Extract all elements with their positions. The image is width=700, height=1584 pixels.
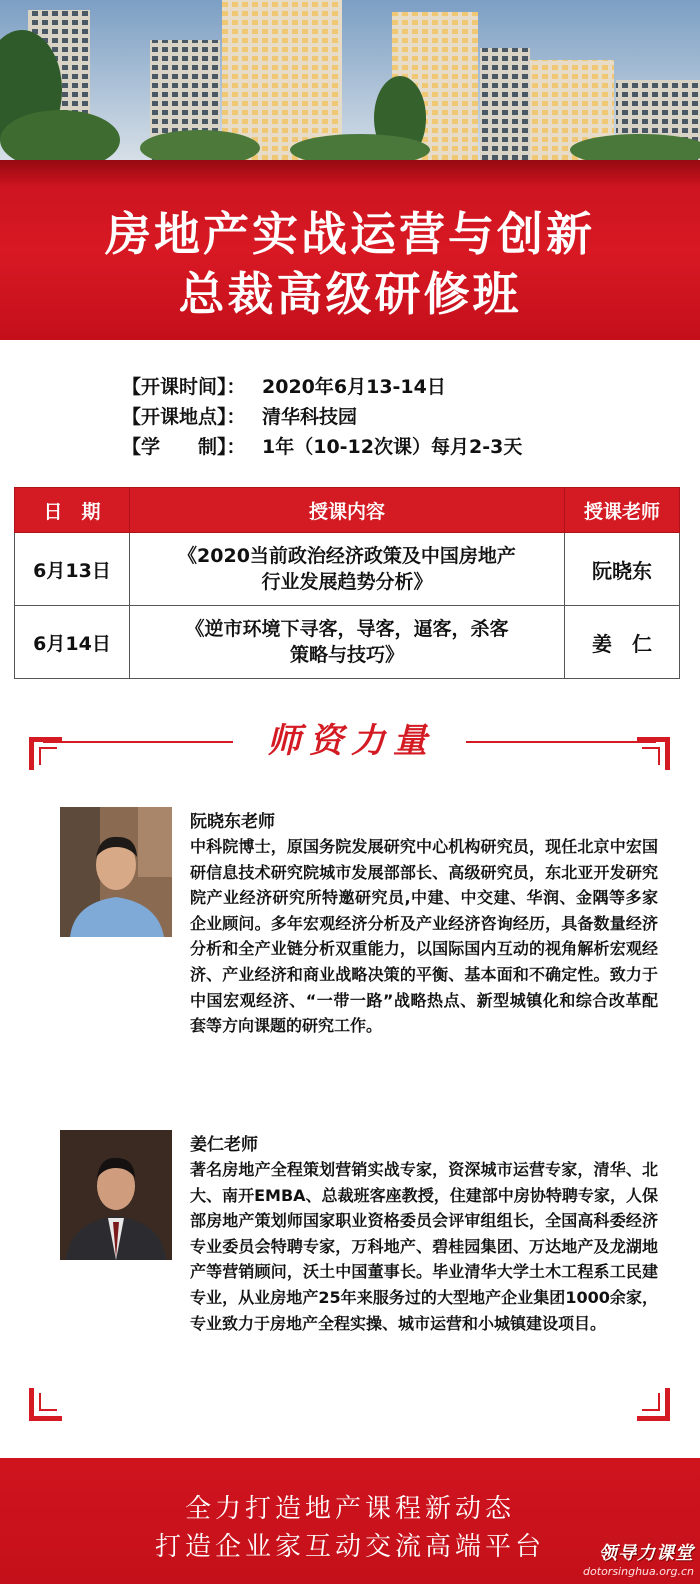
table-row bbox=[15, 533, 680, 606]
teacher-name: 阮晓东老师 bbox=[190, 812, 275, 832]
footer-banner bbox=[0, 1458, 700, 1584]
row-teacher: 姜 仁 bbox=[565, 606, 680, 679]
row-content-line2: 策略与技巧》 bbox=[289, 644, 404, 666]
row-date: 6月14日 bbox=[15, 606, 130, 679]
watermark bbox=[583, 1539, 694, 1578]
page-title-line2: 总裁高级研修班 bbox=[178, 267, 522, 321]
info-row-time bbox=[122, 372, 522, 402]
row-content-line1: 《2020当前政治经济政策及中国房地产 bbox=[178, 545, 516, 567]
portrait-icon bbox=[60, 1130, 172, 1260]
schedule-table bbox=[14, 487, 680, 679]
header-teacher: 授课老师 bbox=[565, 488, 680, 533]
info-row-location bbox=[122, 402, 522, 432]
header-date: 日 期 bbox=[15, 488, 130, 533]
course-info bbox=[122, 372, 522, 462]
teacher-photo bbox=[60, 807, 172, 937]
info-value: 1年（10-12次课）每月2-3天 bbox=[262, 436, 523, 458]
frame-top-rule bbox=[466, 741, 656, 743]
frame-top-rule bbox=[43, 741, 233, 743]
info-row-duration bbox=[122, 432, 522, 462]
faculty-section-title: 师资力量 bbox=[244, 713, 458, 762]
teacher-name: 姜仁老师 bbox=[190, 1135, 258, 1155]
portrait-icon bbox=[60, 807, 172, 937]
row-date: 6月13日 bbox=[15, 533, 130, 606]
info-value: 清华科技园 bbox=[262, 406, 358, 428]
row-content bbox=[130, 606, 565, 679]
row-teacher: 阮晓东 bbox=[565, 533, 680, 606]
banner-shade bbox=[0, 160, 700, 186]
info-label: 【开课地点】： bbox=[122, 406, 246, 428]
row-content bbox=[130, 533, 565, 606]
info-label: 【学 制】： bbox=[122, 436, 246, 458]
frame-corner-inner bbox=[642, 747, 660, 765]
page-title-line1: 房地产实战运营与创新 bbox=[105, 207, 595, 261]
buildings-illustration bbox=[0, 0, 700, 160]
teacher-bio: 著名房地产全程策划营销实战专家，资深城市运营专家，清华、北大、南开EMBA、总裁班客座教授，住建部中房协特聘专家，人保部房地产策划师国家职业资格委员会评审组组长，全国高科委经济专业委员会特聘专家，万科地产、碧桂园集团、万达地产及龙湖地产等营销顾问，沃土中国董事长。毕业清华大学土木工程系工民建专业，从业房地产25年来服务过的大型地产企业集团1000余家，专业致力于房地产全程实操、城市运营和小城镇建设项目。 bbox=[190, 1160, 658, 1333]
header-content: 授课内容 bbox=[130, 488, 565, 533]
watermark-url: dotorsinghua.org.cn bbox=[583, 1565, 694, 1578]
teacher-photo bbox=[60, 1130, 172, 1260]
table-header-row bbox=[15, 488, 680, 533]
info-value: 2020年6月13-14日 bbox=[262, 376, 446, 398]
watermark-title: 领导力课堂 bbox=[599, 1543, 694, 1564]
row-content-line1: 《逆市环境下寻客，导客，逼客，杀客 bbox=[185, 618, 509, 640]
table-row bbox=[15, 606, 680, 679]
frame-corner-inner bbox=[642, 1393, 660, 1411]
frame-corner-inner bbox=[39, 747, 57, 765]
frame-corner-inner bbox=[39, 1393, 57, 1411]
slogan-line2: 打造企业家互动交流高端平台 bbox=[154, 1532, 545, 1562]
row-content-line2: 行业发展趋势分析》 bbox=[261, 571, 433, 593]
info-label: 【开课时间】： bbox=[122, 376, 246, 398]
slogan-line1: 全力打造地产课程新动态 bbox=[184, 1494, 515, 1524]
header-photo bbox=[0, 0, 700, 160]
title-banner bbox=[0, 160, 700, 340]
teacher-bio: 中科院博士，原国务院发展研究中心机构研究员，现任北京中宏国研信息技术研究院城市发展部部长、高级研究员，东北亚开发研究院产业经济研究所特邀研究员,中建、中交建、华润、金隅等多家企业顾问。多年宏观经济分析及产业经济咨询经历，具备数量经济分析和全产业链分析双重能力，以国际国内互动的视角解析宏观经济、产业经济和商业战略决策的平衡、基本面和不确定性。致力于中国宏观经济、“一带一路”战略热点、新型城镇化和综合改革配套等方向课题的研究工作。 bbox=[190, 837, 658, 1036]
faculty-frame bbox=[29, 721, 670, 1421]
